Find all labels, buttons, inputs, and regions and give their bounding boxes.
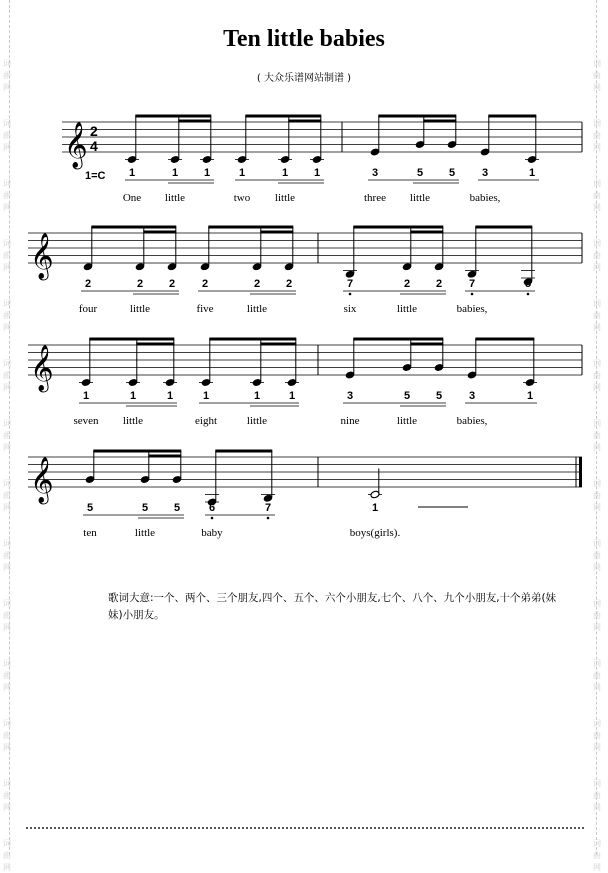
jianpu-number: 2 (136, 278, 144, 290)
note-sub-beam (178, 120, 211, 123)
lower-octave-dot (349, 293, 352, 296)
watermark-glyph: 词 (3, 779, 11, 788)
watermark-glyph: 曲 (593, 491, 601, 500)
watermark-glyph: 词 (3, 599, 11, 608)
lyric-word: nine (340, 415, 360, 427)
jianpu-number: 3 (481, 167, 489, 179)
watermark-glyph: 曲 (3, 371, 11, 380)
jianpu-number: 1 (288, 390, 296, 402)
note-sub-beam (148, 455, 181, 458)
note-beam (475, 226, 532, 229)
jianpu-number: 5 (86, 502, 94, 514)
lyric-word: little (274, 192, 296, 204)
jianpu-number: 7 (264, 502, 272, 514)
watermark-glyph: 曲 (3, 611, 11, 620)
watermark-glyph: 词 (3, 659, 11, 668)
jianpu-number: 1 (171, 167, 179, 179)
watermark-glyph: 词 (593, 299, 601, 308)
jianpu-number: 1 (281, 167, 289, 179)
lyric-word: little (129, 303, 151, 315)
watermark-glyph: 词 (3, 359, 11, 368)
jianpu-number: 1 (238, 167, 246, 179)
lyric-word: little (396, 415, 418, 427)
watermark-glyph: 网 (593, 803, 601, 812)
watermark-glyph: 网 (3, 503, 11, 512)
jianpu-number: 2 (403, 278, 411, 290)
jianpu-number: 1 (128, 167, 136, 179)
watermark-glyph: 词 (3, 419, 11, 428)
note-beam (475, 338, 534, 341)
note-sub-beam (288, 120, 321, 123)
watermark-glyph: 网 (593, 323, 601, 332)
watermark-glyph: 曲 (593, 851, 601, 860)
watermark-glyph: 网 (3, 83, 11, 92)
time-signature-bottom: 4 (90, 138, 98, 154)
note-beam (245, 115, 321, 118)
watermark-glyph: 曲 (593, 131, 601, 140)
jianpu-number: 5 (173, 502, 181, 514)
watermark-glyph: 网 (593, 383, 601, 392)
jianpu-number: 1 (526, 390, 534, 402)
watermark-glyph: 曲 (3, 551, 11, 560)
jianpu-number: 7 (468, 278, 476, 290)
watermark-glyph: 曲 (593, 371, 601, 380)
note-beam (93, 450, 181, 453)
jianpu-number: 5 (435, 390, 443, 402)
jianpu-number: 3 (468, 390, 476, 402)
watermark-glyph: 曲 (3, 71, 11, 80)
watermark-glyph: 曲 (3, 431, 11, 440)
watermark-glyph: 曲 (593, 251, 601, 260)
note-beam (208, 226, 293, 229)
lyric-word: little (246, 303, 268, 315)
note-beam (89, 338, 174, 341)
watermark-glyph: 词 (3, 299, 11, 308)
jianpu-number: 6 (208, 502, 216, 514)
jianpu-number: 1 (202, 390, 210, 402)
watermark-glyph: 网 (3, 443, 11, 452)
treble-clef: 𝄞 (30, 345, 54, 391)
watermark-glyph: 网 (593, 623, 601, 632)
watermark-glyph: 网 (3, 263, 11, 272)
lyric-word: little (164, 192, 186, 204)
treble-clef: 𝄞 (30, 233, 54, 279)
lyric-word: babies, (469, 192, 501, 204)
lower-octave-dot (211, 517, 214, 520)
watermark-glyph: 词 (3, 839, 11, 848)
watermark-glyph: 词 (593, 839, 601, 848)
watermark-glyph: 网 (593, 263, 601, 272)
watermark-glyph: 词 (593, 719, 601, 728)
watermark-glyph: 曲 (3, 671, 11, 680)
treble-clef: 𝄞 (64, 122, 88, 168)
watermark-glyph: 网 (3, 563, 11, 572)
note-sub-beam (143, 231, 176, 234)
note-sub-beam (136, 343, 174, 346)
watermark-glyph: 曲 (3, 311, 11, 320)
jianpu-number: 2 (168, 278, 176, 290)
watermark-glyph: 词 (593, 419, 601, 428)
lyric-word: One (122, 192, 142, 204)
time-signature-top: 2 (90, 123, 98, 139)
lower-octave-dot (267, 517, 270, 520)
watermark-glyph: 曲 (3, 251, 11, 260)
jianpu-number: 5 (448, 167, 456, 179)
jianpu-number: 5 (403, 390, 411, 402)
watermark-glyph: 网 (593, 863, 601, 872)
note-beam (215, 450, 272, 453)
staff-system-3 (28, 338, 582, 407)
note-beam (135, 115, 211, 118)
watermark-glyph: 网 (593, 443, 601, 452)
note-beam (488, 115, 536, 118)
watermark-glyph: 词 (593, 179, 601, 188)
watermark-glyph: 网 (3, 203, 11, 212)
lyrics-meaning: 歌词大意:一个、两个、三个朋友,四个、五个、六个小朋友,七个、八个、九个小朋友,十个弟弟(妹妹)小朋友。 (108, 592, 557, 621)
watermark-glyph: 网 (3, 383, 11, 392)
jianpu-number: 2 (285, 278, 293, 290)
watermark-glyph: 曲 (3, 851, 11, 860)
note-beam (353, 338, 443, 341)
watermark-glyph: 词 (593, 779, 601, 788)
lyric-word: six (343, 303, 357, 315)
watermark-glyph: 网 (593, 503, 601, 512)
watermark-glyph: 曲 (3, 131, 11, 140)
note-sub-beam (260, 231, 293, 234)
watermark-glyph: 曲 (3, 791, 11, 800)
watermark-glyph: 词 (593, 59, 601, 68)
jianpu-number: 3 (346, 390, 354, 402)
note-sub-beam (260, 343, 296, 346)
note-beam (91, 226, 176, 229)
watermark-glyph: 曲 (593, 191, 601, 200)
final-barline-thick (579, 457, 582, 487)
jianpu-number: 1 (371, 502, 379, 514)
watermark-glyph: 词 (593, 599, 601, 608)
watermark-glyph: 网 (3, 683, 11, 692)
watermark-glyph: 网 (3, 623, 11, 632)
jianpu-number: 5 (141, 502, 149, 514)
watermark-glyph: 曲 (593, 431, 601, 440)
watermark-glyph: 词 (3, 539, 11, 548)
jianpu-number: 7 (346, 278, 354, 290)
watermark-glyph: 网 (3, 863, 11, 872)
staff-system-4 (28, 450, 582, 520)
lyric-word: five (196, 303, 214, 315)
lyric-word: three (364, 192, 386, 204)
lyric-word: little (396, 303, 418, 315)
lower-octave-dot (527, 293, 530, 296)
watermark-glyph: 词 (593, 479, 601, 488)
lyric-word: eight (195, 415, 217, 427)
watermark-glyph: 曲 (593, 791, 601, 800)
jianpu-number: 5 (524, 278, 532, 290)
lyric-word: babies, (456, 303, 488, 315)
watermark-glyph: 词 (593, 539, 601, 548)
watermark-glyph: 曲 (593, 71, 601, 80)
lower-octave-dot (471, 293, 474, 296)
watermark-glyph: 曲 (3, 491, 11, 500)
jianpu-number: 3 (371, 167, 379, 179)
note-beam (353, 226, 443, 229)
watermark-glyph: 曲 (593, 311, 601, 320)
lyric-word: little (409, 192, 431, 204)
lyric-word: boys(girls). (349, 527, 401, 539)
jianpu-number: 2 (253, 278, 261, 290)
note-sub-beam (410, 343, 443, 346)
watermark-glyph: 网 (3, 803, 11, 812)
lyric-word: babies, (456, 415, 488, 427)
watermark-glyph: 词 (3, 119, 11, 128)
lyric-word: seven (73, 415, 99, 427)
lyric-word: two (233, 192, 251, 204)
watermark-glyph: 网 (593, 743, 601, 752)
jianpu-number: 2 (201, 278, 209, 290)
lyric-word: little (246, 415, 268, 427)
jianpu-number: 1 (528, 167, 536, 179)
lyric-word: ten (83, 527, 97, 539)
watermark-glyph: 曲 (593, 671, 601, 680)
song-subtitle: ( 大众乐谱网站制谱 ) (256, 73, 352, 84)
lyric-word: four (78, 303, 98, 315)
jianpu-number: 2 (84, 278, 92, 290)
jianpu-number: 1 (82, 390, 90, 402)
note-sub-beam (423, 120, 456, 123)
watermark-glyph: 曲 (593, 731, 601, 740)
jianpu-number: 1 (129, 390, 137, 402)
note-beam (209, 338, 296, 341)
treble-clef: 𝄞 (30, 457, 54, 503)
watermark-glyph: 词 (3, 239, 11, 248)
watermark-glyph: 网 (3, 323, 11, 332)
watermark-glyph: 网 (593, 683, 601, 692)
jianpu-number: 1 (253, 390, 261, 402)
watermark-glyph: 词 (3, 179, 11, 188)
lyric-word: baby (201, 527, 223, 539)
song-title: Ten little babies (223, 26, 385, 52)
jianpu-number: 1 (313, 167, 321, 179)
lyric-word: little (122, 415, 144, 427)
watermark-glyph: 曲 (3, 191, 11, 200)
note-beam (378, 115, 456, 118)
jianpu-number: 2 (435, 278, 443, 290)
watermark-glyph: 词 (593, 239, 601, 248)
key-signature-label: 1=C (85, 170, 106, 182)
watermark-glyph: 词 (3, 59, 11, 68)
watermark-glyph: 词 (593, 119, 601, 128)
watermark-glyph: 曲 (593, 611, 601, 620)
footer-rule (26, 827, 584, 829)
watermark-glyph: 网 (593, 563, 601, 572)
watermark-glyph: 网 (593, 203, 601, 212)
watermark-glyph: 词 (3, 479, 11, 488)
watermark-glyph: 网 (3, 743, 11, 752)
staff-system-2 (28, 226, 582, 296)
watermark-glyph: 词 (593, 659, 601, 668)
watermark-glyph: 网 (593, 143, 601, 152)
watermark-glyph: 网 (3, 143, 11, 152)
lyric-word: little (134, 527, 156, 539)
jianpu-number: 1 (203, 167, 211, 179)
jianpu-number: 5 (416, 167, 424, 179)
jianpu-number: 1 (166, 390, 174, 402)
watermark-glyph: 网 (593, 83, 601, 92)
watermark-glyph: 曲 (593, 551, 601, 560)
note-sub-beam (410, 231, 443, 234)
watermark-glyph: 曲 (3, 731, 11, 740)
watermark-glyph: 词 (593, 359, 601, 368)
watermark-glyph: 词 (3, 719, 11, 728)
